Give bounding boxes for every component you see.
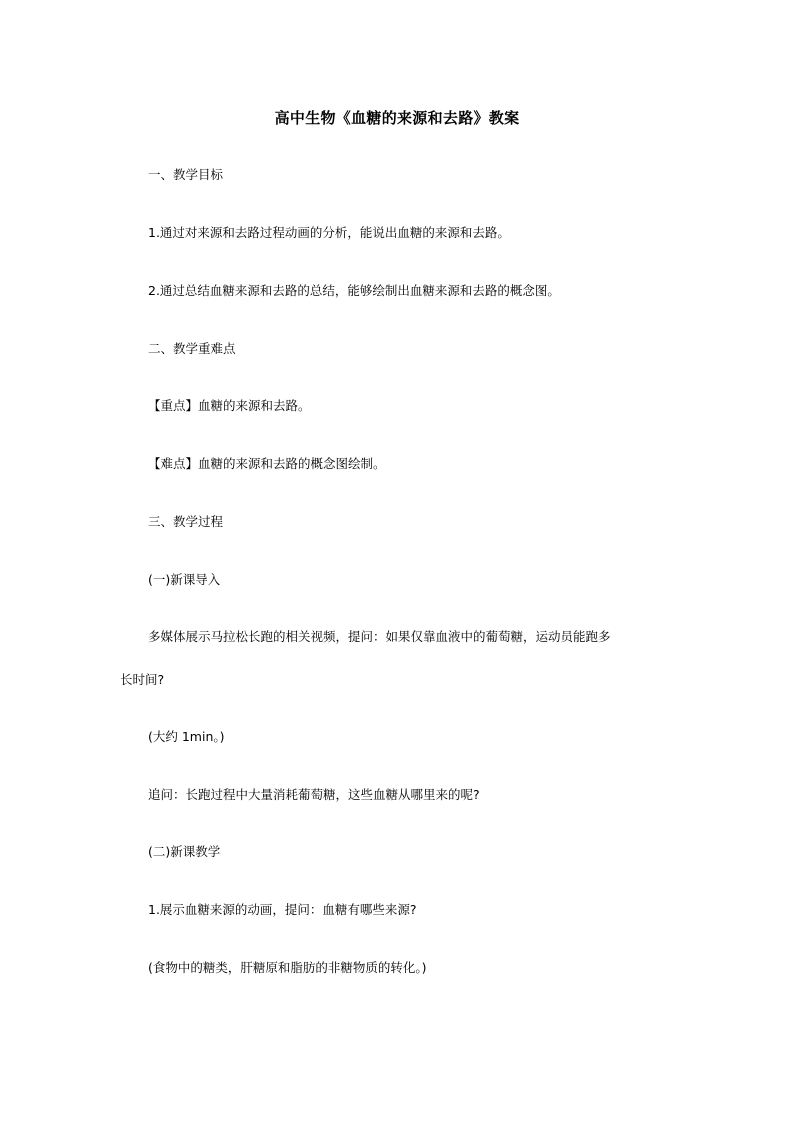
difficult-point: 【难点】血糖的来源和去路的概念图绘制。 bbox=[148, 456, 386, 471]
key-point: 【重点】血糖的来源和去路。 bbox=[148, 398, 311, 413]
answer-sources: (食物中的糖类，肝糖原和脂肪的非糖物质的转化。) bbox=[148, 960, 427, 975]
goal-item-2: 2.通过总结血糖来源和去路的总结，能够绘制出血糖来源和去路的概念图。 bbox=[148, 283, 560, 298]
follow-up-question: 追问：长跑过程中大量消耗葡萄糖，这些血糖从哪里来的呢? bbox=[148, 787, 480, 802]
teaching-step-1: 1.展示血糖来源的动画，提问：血糖有哪些来源? bbox=[148, 902, 417, 917]
paragraph-video-question: 多媒体展示马拉松长跑的相关视频，提问：如果仅靠血液中的葡萄糖，运动员能跑多 bbox=[148, 629, 611, 644]
subsection-heading-teaching: (二)新课教学 bbox=[148, 844, 221, 859]
answer-duration: (大约 1min。) bbox=[148, 729, 225, 744]
subsection-heading-intro: (一)新课导入 bbox=[148, 572, 221, 587]
section-heading-key-points: 二、教学重难点 bbox=[148, 341, 236, 356]
section-heading-process: 三、教学过程 bbox=[148, 514, 224, 529]
section-heading-goals: 一、教学目标 bbox=[148, 167, 224, 182]
paragraph-video-question-continued: 长时间? bbox=[120, 672, 165, 687]
document-title: 高中生物《血糖的来源和去路》教案 bbox=[274, 109, 520, 127]
goal-item-1: 1.通过对来源和去路过程动画的分析，能说出血糖的来源和去路。 bbox=[148, 225, 510, 240]
